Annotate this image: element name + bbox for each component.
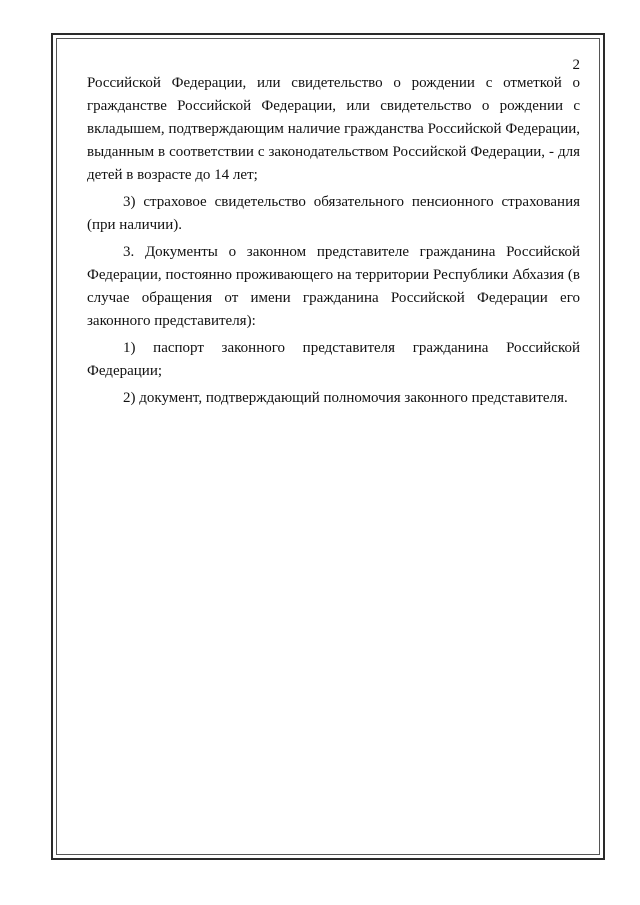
paragraph-item-1-passport: 1) паспорт законного представителя гражданина Российской Федерации; <box>87 340 580 379</box>
paragraph-continuation: Российской Федерации, или свидетельство о рождении с отметкой о гражданстве Российской Федерации, или свидетельство о рождении с вкладышем, подтверждающим наличие гражданства Российской Федерации, выданным в соответствии с законодательством Российской Федерации, - для детей в возрасте до 14 лет; <box>87 75 580 183</box>
page-number: 2 <box>572 57 580 73</box>
paragraph-section-3-representative: 3. Документы о законном представителе гражданина Российской Федерации, постоянно проживающего на территории Республики Абхазия (в случае обращения от имени гражданина Российской Федерации его законного представителя): <box>87 244 580 329</box>
document-body <box>87 72 580 414</box>
paragraph-item-2-authority-document: 2) документ, подтверждающий полномочия законного представителя. <box>123 390 568 406</box>
paragraph-item-3-insurance: 3) страховое свидетельство обязательного пенсионного страхования (при наличии). <box>87 194 580 233</box>
